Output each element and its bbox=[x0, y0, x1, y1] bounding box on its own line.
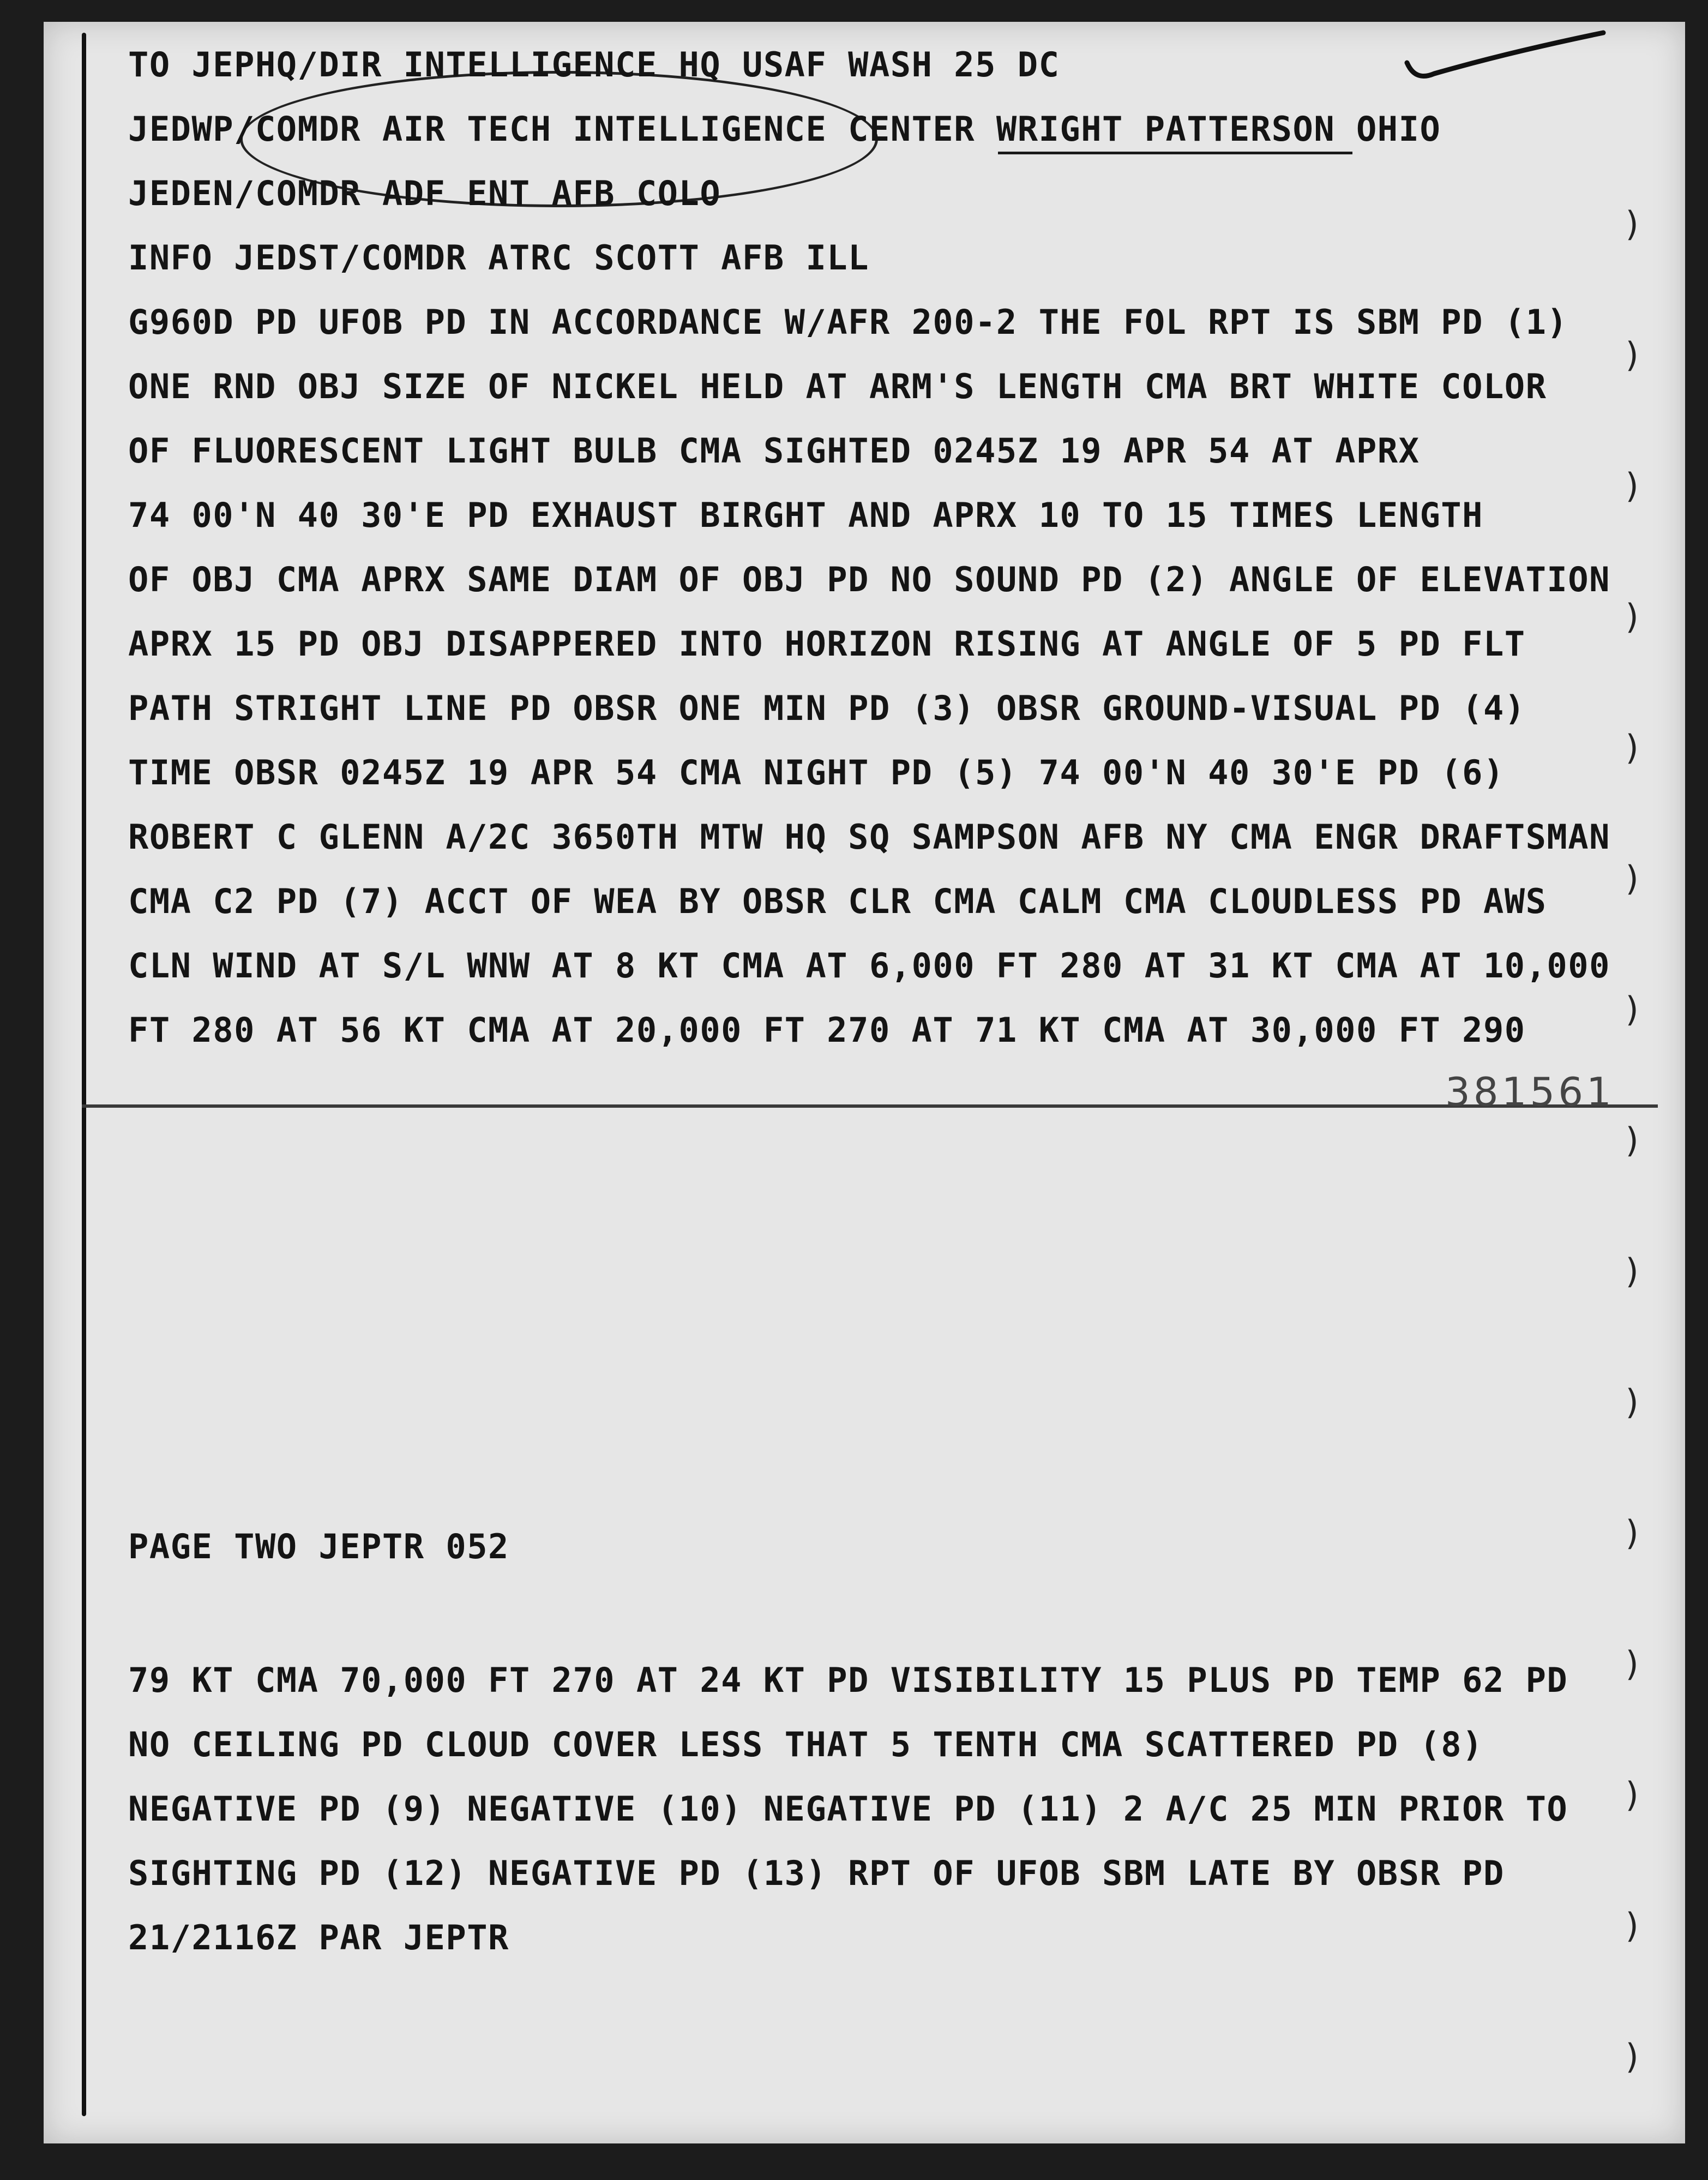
sprocket-mark: ) bbox=[1622, 1906, 1643, 1945]
left-margin-line bbox=[82, 33, 86, 2116]
sprocket-mark: ) bbox=[1622, 858, 1643, 898]
message-line-11: PATH STRIGHT LINE PD OBSR ONE MIN PD (3) OBSR GROUND-VISUAL PD (4) bbox=[128, 688, 1526, 728]
page-two-line-3: NEGATIVE PD (9) NEGATIVE (10) NEGATIVE PD (11) 2 A/C 25 MIN PRIOR TO bbox=[128, 1789, 1568, 1829]
sprocket-mark: ) bbox=[1622, 1382, 1643, 1422]
sprocket-mark: ) bbox=[1622, 2037, 1643, 2076]
message-line-1: TO JEPHQ/DIR INTELLIGENCE HQ USAF WASH 25 DC bbox=[128, 45, 1060, 85]
page-two-line-5: 21/2116Z PAR JEPTR bbox=[128, 1918, 509, 1957]
sprocket-mark: ) bbox=[1622, 1513, 1643, 1553]
page-two-heading: PAGE TWO JEPTR 052 bbox=[128, 1527, 509, 1566]
page-two-line-2: NO CEILING PD CLOUD COVER LESS THAT 5 TENTH CMA SCATTERED PD (8) bbox=[128, 1725, 1483, 1764]
message-line-12: TIME OBSR 0245Z 19 APR 54 CMA NIGHT PD (5) 74 00'N 40 30'E PD (6) bbox=[128, 753, 1505, 792]
message-line-4: INFO JEDST/COMDR ATRC SCOTT AFB ILL bbox=[128, 238, 869, 278]
page-tear-line bbox=[82, 1104, 1658, 1108]
sprocket-mark: ) bbox=[1622, 1775, 1643, 1815]
sprocket-mark: ) bbox=[1622, 1251, 1643, 1291]
message-line-10: APRX 15 PD OBJ DISAPPERED INTO HORIZON RISING AT ANGLE OF 5 PD FLT bbox=[128, 624, 1526, 664]
message-line-15: CLN WIND AT S/L WNW AT 8 KT CMA AT 6,000 FT 280 AT 31 KT CMA AT 10,000 bbox=[128, 946, 1610, 986]
sprocket-hole-marks bbox=[1622, 204, 1643, 2076]
message-line-9: OF OBJ CMA APRX SAME DIAM OF OBJ PD NO SOUND PD (2) ANGLE OF ELEVATION bbox=[128, 560, 1610, 599]
message-line-5: G960D PD UFOB PD IN ACCORDANCE W/AFR 200-2 THE FOL RPT IS SBM PD (1) bbox=[128, 302, 1568, 342]
message-line-7: OF FLUORESCENT LIGHT BULB CMA SIGHTED 0245Z 19 APR 54 AT APRX bbox=[128, 431, 1420, 471]
message-line-8: 74 00'N 40 30'E PD EXHAUST BIRGHT AND APRX 10 TO 15 TIMES LENGTH bbox=[128, 495, 1483, 535]
message-line-6: ONE RND OBJ SIZE OF NICKEL HELD AT ARM'S LENGTH CMA BRT WHITE COLOR bbox=[128, 367, 1547, 406]
sprocket-mark: ) bbox=[1622, 1644, 1643, 1684]
document-number: 381561 bbox=[1445, 1069, 1615, 1115]
sprocket-mark: ) bbox=[1622, 204, 1643, 244]
message-line-3: JEDEN/COMDR ADF ENT AFB COLO bbox=[128, 173, 721, 213]
handwritten-underline bbox=[998, 152, 1352, 154]
message-line-16: FT 280 AT 56 KT CMA AT 20,000 FT 270 AT 71 KT CMA AT 30,000 FT 290 bbox=[128, 1010, 1526, 1050]
sprocket-mark: ) bbox=[1622, 335, 1643, 375]
sprocket-mark: ) bbox=[1622, 989, 1643, 1029]
sprocket-mark: ) bbox=[1622, 597, 1643, 636]
message-line-14: CMA C2 PD (7) ACCT OF WEA BY OBSR CLR CMA CALM CMA CLOUDLESS PD AWS bbox=[128, 881, 1547, 921]
page-two-line-4: SIGHTING PD (12) NEGATIVE PD (13) RPT OF UFOB SBM LATE BY OBSR PD bbox=[128, 1853, 1505, 1893]
handwritten-check-mark bbox=[1402, 22, 1609, 98]
sprocket-mark: ) bbox=[1622, 1120, 1643, 1160]
page-two-line-1: 79 KT CMA 70,000 FT 270 AT 24 KT PD VISIBILITY 15 PLUS PD TEMP 62 PD bbox=[128, 1660, 1568, 1700]
sprocket-mark: ) bbox=[1622, 728, 1643, 767]
message-line-2: JEDWP/COMDR AIR TECH INTELLIGENCE CENTER WRIGHT PATTERSON OHIO bbox=[128, 109, 1441, 149]
message-line-13: ROBERT C GLENN A/2C 3650TH MTW HQ SQ SAMPSON AFB NY CMA ENGR DRAFTSMAN bbox=[128, 817, 1610, 857]
sprocket-mark: ) bbox=[1622, 466, 1643, 506]
